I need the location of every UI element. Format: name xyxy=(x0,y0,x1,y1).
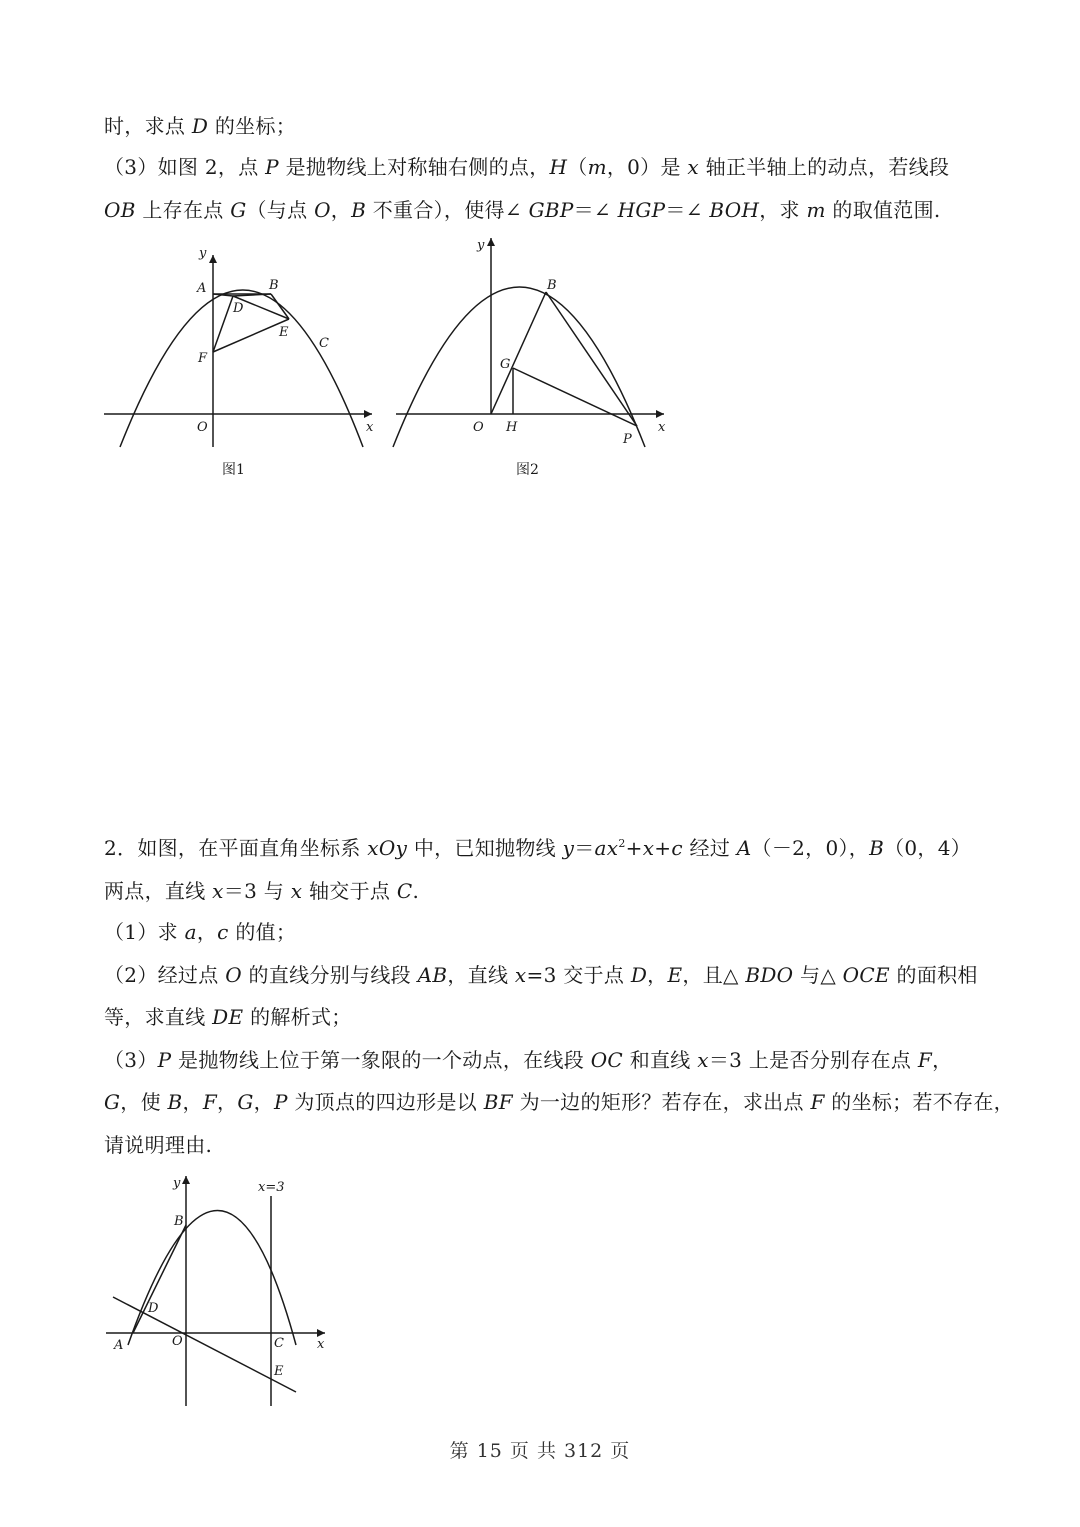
text: 等，求直线 xyxy=(104,1005,213,1029)
fig1-label-d: D xyxy=(233,301,244,316)
math: B xyxy=(167,1090,183,1114)
math: E xyxy=(667,963,683,987)
fig1-label-o: O xyxy=(197,420,208,435)
text: ， xyxy=(330,198,352,222)
fig2-label-o: O xyxy=(473,420,484,435)
math: P xyxy=(273,1090,288,1114)
text: （1）求 xyxy=(104,920,185,944)
fig3-label-y: y xyxy=(173,1176,181,1191)
text: + xyxy=(654,836,672,860)
text: 的取值范围. xyxy=(825,198,941,222)
text: ， xyxy=(196,920,218,944)
math: GBP xyxy=(528,198,574,222)
math: OC xyxy=(590,1048,624,1072)
figure-3 xyxy=(0,1170,360,1420)
fig2-label-x: x xyxy=(658,420,666,435)
text: =3 交于点 xyxy=(526,963,631,987)
math: c xyxy=(671,836,683,860)
text: 中，已知抛物线 xyxy=(407,836,563,860)
text: （ xyxy=(567,155,588,179)
fig3-label-b: B xyxy=(174,1214,184,1229)
exponent: 2 xyxy=(618,837,626,850)
text: 的面积相 xyxy=(889,963,978,987)
figure-1-labels xyxy=(196,246,374,478)
text: ，0）是 xyxy=(606,155,688,179)
fig2-label-g: G xyxy=(500,357,511,372)
text: ，求 xyxy=(759,198,807,222)
text: （3） xyxy=(104,1048,158,1072)
p1-line-3 xyxy=(104,196,941,224)
fig1-caption: 图1 xyxy=(222,462,245,478)
text: ，使 xyxy=(120,1090,168,1114)
fig1-label-c: C xyxy=(319,336,329,351)
math: ax xyxy=(594,836,619,860)
math: y xyxy=(562,836,575,860)
fig1-segment-fd xyxy=(213,296,233,352)
fig2-segment-ob xyxy=(491,292,546,414)
text: 2．如图，在平面直角坐标系 xyxy=(104,836,368,860)
text: + xyxy=(625,836,643,860)
fig3-label-d: D xyxy=(148,1301,159,1316)
text: （3）如图 2，点 xyxy=(104,155,266,179)
text: 的直线分别与线段 xyxy=(241,963,418,987)
text: 两点，直线 xyxy=(104,879,213,903)
math: c xyxy=(217,920,229,944)
text: ， xyxy=(647,963,668,987)
text: 请说明理由. xyxy=(104,1133,213,1157)
math: x xyxy=(697,1048,709,1072)
text: 的坐标；若不存在， xyxy=(824,1090,1014,1114)
math: C xyxy=(396,879,413,903)
math: BOH xyxy=(709,198,760,222)
math: F xyxy=(202,1090,218,1114)
p2-line-4 xyxy=(104,961,978,989)
math: xOy xyxy=(367,836,408,860)
fig3-y-arrow xyxy=(182,1176,190,1184)
text: 为顶点的四边形是以 xyxy=(287,1090,484,1114)
text: 轴正半轴上的动点，若线段 xyxy=(699,155,950,179)
fig1-label-f: F xyxy=(198,351,208,366)
fig1-label-x: x xyxy=(366,420,374,435)
fig3-label-c: C xyxy=(274,1336,284,1351)
math: x xyxy=(642,836,655,860)
text: ＝3 上是否分别存在点 xyxy=(708,1048,918,1072)
text: ＝ xyxy=(574,836,595,860)
text: 与△ xyxy=(793,963,843,987)
fig3-label-o: O xyxy=(172,1334,183,1349)
math: A xyxy=(736,836,752,860)
text: ， xyxy=(217,1090,238,1114)
fig1-label-y: y xyxy=(199,246,207,261)
text: 的解析式； xyxy=(243,1005,352,1029)
math: P xyxy=(157,1048,172,1072)
math: AB xyxy=(417,963,448,987)
fig3-label-x: x xyxy=(317,1337,325,1352)
text: 轴交于点 xyxy=(302,879,397,903)
p2-line-7 xyxy=(104,1088,1014,1116)
math: G xyxy=(237,1090,254,1114)
math: a xyxy=(184,920,197,944)
math: x xyxy=(687,155,700,179)
text: （2）经过点 xyxy=(104,963,226,987)
math: F xyxy=(810,1090,825,1114)
math: m xyxy=(806,198,826,222)
text: ＝3 与 xyxy=(223,879,291,903)
figure-1 xyxy=(104,255,372,447)
fig2-caption: 图2 xyxy=(516,462,539,478)
math: HGP xyxy=(617,198,666,222)
p1-line-2 xyxy=(104,153,949,181)
fig2-parabola xyxy=(393,287,645,447)
text: 是抛物线上对称轴右侧的点， xyxy=(278,155,550,179)
math: m xyxy=(587,155,607,179)
text: 的坐标； xyxy=(208,114,297,138)
p2-line-1 xyxy=(104,834,971,862)
fig3-label-e: E xyxy=(274,1364,284,1379)
fig1-y-arrow xyxy=(209,255,217,263)
math: P xyxy=(265,155,279,179)
text: 的值； xyxy=(228,920,297,944)
math: B xyxy=(351,198,367,222)
p2-line-6 xyxy=(104,1046,952,1074)
text: ， xyxy=(182,1090,203,1114)
math: G xyxy=(230,198,247,222)
fig2-label-h: H xyxy=(506,420,518,435)
p1-line-1 xyxy=(104,112,296,140)
math: x xyxy=(514,963,527,987)
math: O xyxy=(314,198,331,222)
fig1-x-arrow xyxy=(364,410,372,418)
text: ， xyxy=(932,1048,953,1072)
text: 经过 xyxy=(682,836,737,860)
math: O xyxy=(225,963,242,987)
text: 是抛物线上位于第一象限的一个动点，在线段 xyxy=(171,1048,591,1072)
text: ，且△ xyxy=(682,963,746,987)
math: D xyxy=(630,963,648,987)
figures-1-2 xyxy=(0,230,700,490)
math: G xyxy=(104,1090,121,1114)
fig2-label-p: P xyxy=(623,432,632,447)
text: 不重合），使得∠ xyxy=(366,198,529,222)
text: ， xyxy=(253,1090,274,1114)
fig2-label-y: y xyxy=(477,238,485,253)
fig1-label-b: B xyxy=(269,278,279,293)
math: OCE xyxy=(842,963,890,987)
fig3-label-x3: x=3 xyxy=(258,1180,285,1195)
math: B xyxy=(869,836,885,860)
fig2-segment-bp xyxy=(546,292,637,426)
text: 时，求点 xyxy=(104,114,192,138)
text: （与点 xyxy=(246,198,315,222)
text: ＝∠ xyxy=(665,198,710,222)
fig2-label-b: B xyxy=(547,278,557,293)
text: 上存在点 xyxy=(135,198,231,222)
fig3-x-arrow xyxy=(317,1329,325,1337)
math: DE xyxy=(212,1005,244,1029)
math: F xyxy=(917,1048,933,1072)
p2-line-8 xyxy=(104,1131,212,1159)
p2-line-5 xyxy=(104,1003,352,1031)
fig2-segment-gp xyxy=(513,368,637,426)
math: x xyxy=(290,879,303,903)
p2-line-2 xyxy=(104,877,419,905)
text: （－2，0）， xyxy=(751,836,870,860)
text: （0，4） xyxy=(884,836,972,860)
math: BDO xyxy=(745,963,794,987)
figure-2 xyxy=(393,238,664,447)
math: BF xyxy=(483,1090,513,1114)
fig2-x-arrow xyxy=(656,410,664,418)
math: D xyxy=(191,114,209,138)
fig1-segment-fe xyxy=(213,319,289,352)
math: OB xyxy=(104,198,136,222)
text: 为一边的矩形？若存在，求出点 xyxy=(512,1090,811,1114)
math: H xyxy=(549,155,568,179)
fig2-y-arrow xyxy=(487,238,495,246)
fig3-segment-ab xyxy=(133,1225,186,1333)
text: ，直线 xyxy=(447,963,515,987)
text: 和直线 xyxy=(623,1048,698,1072)
text: . xyxy=(412,879,420,903)
math: x xyxy=(212,879,224,903)
fig1-label-e: E xyxy=(279,325,289,340)
figure-2-labels xyxy=(473,238,666,478)
text: ＝∠ xyxy=(573,198,618,222)
p2-line-3 xyxy=(104,918,296,946)
page-footer: 第 15 页 共 312 页 xyxy=(449,1440,631,1462)
fig3-label-a: A xyxy=(114,1338,124,1353)
fig1-label-a: A xyxy=(197,281,207,296)
fig3-line-de xyxy=(113,1297,296,1392)
